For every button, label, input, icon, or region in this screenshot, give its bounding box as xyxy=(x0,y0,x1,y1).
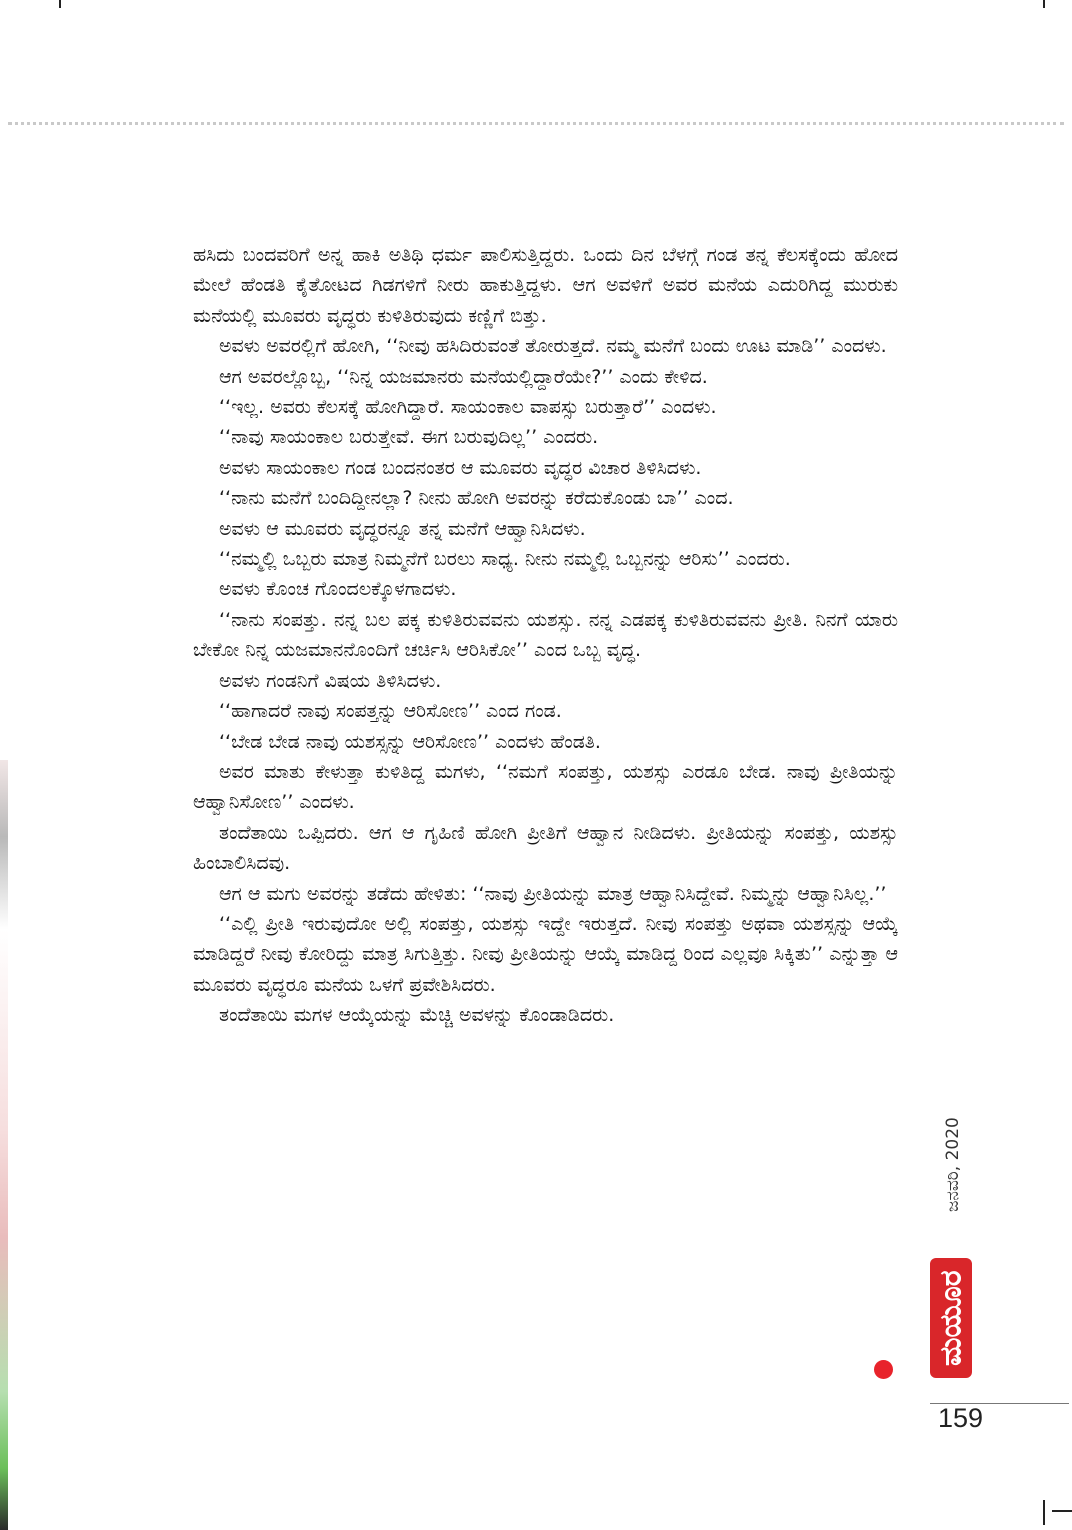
paragraph: ಆಗ ಅವರಲ್ಲೊಬ್ಬ, ‘‘ನಿನ್ನ ಯಜಮಾನರು ಮನೆಯಲ್ಲಿದ್ದಾರೆಯೇ?’’ ಎಂದು ಕೇಳಿದ. xyxy=(219,365,708,388)
paragraph: ‘‘ಹಾಗಾದರೆ ನಾವು ಸಂಪತ್ತನ್ನು ಆರಿಸೋಣ’’ ಎಂದ ಗಂಡ. xyxy=(219,700,562,723)
paragraph: ‘‘ಎಲ್ಲಿ ಪ್ರೀತಿ ಇರುವುದೋ ಅಲ್ಲಿ ಸಂಪತ್ತು, ಯಶಸ್ಸು ಇದ್ದೇ ಇರುತ್ತದೆ. ನೀವು ಸಂಪತ್ತು ಅಥವಾ ಯಶಸ್ಸನ್ನು ಆಯ್ಕೆ ಮಾಡಿದ್ದರೆ ನೀವು ಕೋರಿದ್ದು ಮಾತ್ರ ಸಿಗುತ್ತಿತ್ತು. ನೀವು ಪ್ರೀತಿಯನ್ನು ಆಯ್ಕೆ ಮಾಡಿದ್ದ ರಿಂದ ಎಲ್ಲವೂ ಸಿಕ್ಕಿತು’’ ಎನ್ನುತ್ತಾ ಆ ಮೂವರು ವೃದ್ಧರೂ ಮನೆಯ ಒಳಗೆ ಪ್ರವೇಶಿಸಿದರು. xyxy=(193,912,898,996)
header-dotted-rule xyxy=(8,122,1064,125)
paragraph: ‘‘ನಾವು ಸಾಯಂಕಾಲ ಬರುತ್ತೇವೆ. ಈಗ ಬರುವುದಿಲ್ಲ’’ ಎಂದರು. xyxy=(219,426,599,449)
magazine-title: ಮಯೂರ xyxy=(930,1258,972,1378)
article-body xyxy=(193,240,898,1031)
paragraph: ಅವಳು ಅವರಲ್ಲಿಗೆ ಹೋಗಿ, ‘‘ನೀವು ಹಸಿದಿರುವಂತೆ ತೋರುತ್ತದೆ. ನಮ್ಮ ಮನೆಗೆ ಬಂದು ಊಟ ಮಾಡಿ’’ ಎಂದಳು. xyxy=(219,335,887,358)
paragraph: ‘‘ನಾನು ಸಂಪತ್ತು. ನನ್ನ ಬಲ ಪಕ್ಕ ಕುಳಿತಿರುವವನು ಯಶಸ್ಸು. ನನ್ನ ಎಡಪಕ್ಕ ಕುಳಿತಿರುವವನು ಪ್ರೀತಿ. ನಿನಗೆ ಯಾರು ಬೇಕೋ ನಿನ್ನ ಯಜಮಾನನೊಂದಿಗೆ ಚರ್ಚಿಸಿ ಆರಿಸಿಕೋ’’ ಎಂದ ಒಬ್ಬ ವೃದ್ಧ. xyxy=(193,608,898,662)
crop-mark xyxy=(1043,1500,1045,1525)
issue-date: ಜನವರಿ, 2020 xyxy=(943,1117,963,1213)
crop-mark xyxy=(1052,1510,1072,1512)
paragraph: ‘‘ಬೇಡ ಬೇಡ ನಾವು ಯಶಸ್ಸನ್ನು ಆರಿಸೋಣ’’ ಎಂದಳು ಹೆಂಡತಿ. xyxy=(219,730,601,753)
page-number: 159 xyxy=(938,1403,984,1433)
paragraph: ‘‘ನಾನು ಮನೆಗೆ ಬಂದಿದ್ದೀನಲ್ಲಾ? ನೀನು ಹೋಗಿ ಅವರನ್ನು ಕರೆದುಕೊಂಡು ಬಾ’’ ಎಂದ. xyxy=(219,487,734,510)
paragraph: ಅವಳು ಕೊಂಚ ಗೊಂದಲಕ್ಕೊಳಗಾದಳು. xyxy=(219,578,457,601)
paragraph: ಹಸಿದು ಬಂದವರಿಗೆ ಅನ್ನ ಹಾಕಿ ಅತಿಥಿ ಧರ್ಮ ಪಾಲಿಸುತ್ತಿದ್ದರು. ಒಂದು ದಿನ ಬೆಳಗ್ಗೆ ಗಂಡ ತನ್ನ ಕೆಲಸಕ್ಕೆಂದು ಹೋದ ಮೇಲೆ ಹೆಂಡತಿ ಕೈತೋಟದ ಗಿಡಗಳಿಗೆ ನೀರು ಹಾಕುತ್ತಿದ್ದಳು. ಆಗ ಅವಳಿಗೆ ಅವರ ಮನೆಯ ಎದುರಿಗಿದ್ದ ಮುರುಕು ಮನೆಯಲ್ಲಿ ಮೂವರು ವೃದ್ಧರು ಕುಳಿತಿರುವುದು ಕಣ್ಣಿಗೆ ಬಿತ್ತು. xyxy=(193,244,898,327)
paragraph: ಆಗ ಆ ಮಗು ಅವರನ್ನು ತಡೆದು ಹೇಳಿತು: ‘‘ನಾವು ಪ್ರೀತಿಯನ್ನು ಮಾತ್ರ ಆಹ್ವಾನಿಸಿದ್ದೇವೆ. ನಿಮ್ಮನ್ನು ಆಹ್ವಾನಿಸಿಲ್ಲ.’’ xyxy=(219,882,887,905)
paragraph: ‘‘ಇಲ್ಲ. ಅವರು ಕೆಲಸಕ್ಕೆ ಹೋಗಿದ್ದಾರೆ. ಸಾಯಂಕಾಲ ವಾಪಸ್ಸು ಬರುತ್ತಾರೆ’’ ಎಂದಳು. xyxy=(219,396,717,419)
paragraph: ತಂದೆತಾಯಿ ಒಪ್ಪಿದರು. ಆಗ ಆ ಗೃಹಿಣಿ ಹೋಗಿ ಪ್ರೀತಿಗೆ ಆಹ್ವಾನ ನೀಡಿದಳು. ಪ್ರೀತಿಯನ್ನು ಸಂಪತ್ತು, ಯಶಸ್ಸು ಹಿಂಬಾಲಿಸಿದವು. xyxy=(193,821,898,875)
crop-mark xyxy=(59,0,61,8)
paragraph: ಅವರ ಮಾತು ಕೇಳುತ್ತಾ ಕುಳಿತಿದ್ದ ಮಗಳು, ‘‘ನಮಗೆ ಸಂಪತ್ತು, ಯಶಸ್ಸು ಎರಡೂ ಬೇಡ. ನಾವು ಪ್ರೀತಿಯನ್ನು ಆಹ್ವಾನಿಸೋಣ’’ ಎಂದಳು. xyxy=(193,760,898,814)
crop-mark xyxy=(1043,0,1045,8)
adjacent-page-edge xyxy=(0,760,8,1530)
paragraph: ‘‘ನಮ್ಮಲ್ಲಿ ಒಬ್ಬರು ಮಾತ್ರ ನಿಮ್ಮನೆಗೆ ಬರಲು ಸಾಧ್ಯ. ನೀನು ನಮ್ಮಲ್ಲಿ ಒಬ್ಬನನ್ನು ಆರಿಸು’’ ಎಂದರು. xyxy=(219,548,791,571)
end-of-article-dot xyxy=(874,1360,893,1379)
paragraph: ತಂದೆತಾಯಿ ಮಗಳ ಆಯ್ಕೆಯನ್ನು ಮೆಚ್ಚಿ ಅವಳನ್ನು ಕೊಂಡಾಡಿದರು. xyxy=(219,1004,615,1027)
paragraph: ಅವಳು ಸಾಯಂಕಾಲ ಗಂಡ ಬಂದನಂತರ ಆ ಮೂವರು ವೃದ್ಧರ ವಿಚಾರ ತಿಳಿಸಿದಳು. xyxy=(219,456,702,479)
paragraph: ಅವಳು ಆ ಮೂವರು ವೃದ್ಧರನ್ನೂ ತನ್ನ ಮನೆಗೆ ಆಹ್ವಾನಿಸಿದಳು. xyxy=(219,517,586,540)
paragraph: ಅವಳು ಗಂಡನಿಗೆ ವಿಷಯ ತಿಳಿಸಿದಳು. xyxy=(219,669,442,692)
